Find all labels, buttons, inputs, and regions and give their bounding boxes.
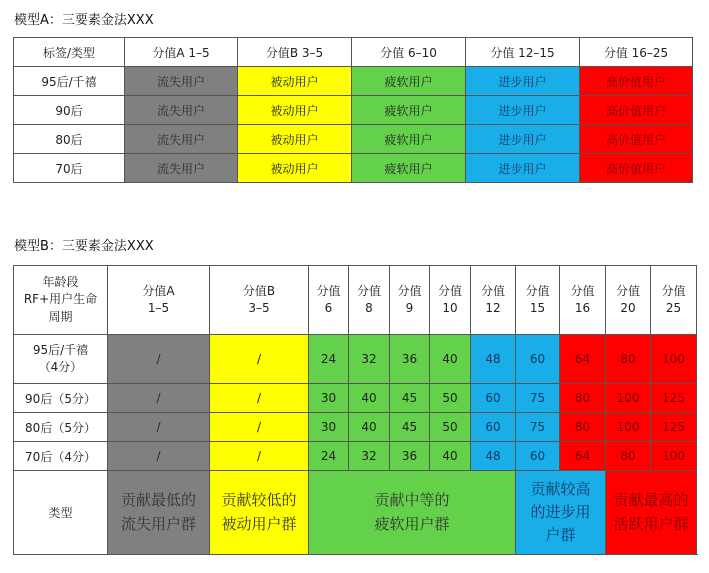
score-cell: 32	[349, 442, 390, 471]
score-cell: /	[210, 335, 309, 384]
score-cell: 80	[606, 335, 651, 384]
score-cell: /	[210, 413, 309, 442]
segment-cell: 流失用户	[125, 96, 238, 125]
score-header: 分值 10	[430, 266, 471, 335]
table-row	[14, 154, 693, 183]
score-cell: /	[210, 384, 309, 413]
segment-cell: 被动用户	[238, 67, 352, 96]
score-cell: /	[108, 335, 210, 384]
table-row	[14, 67, 693, 96]
score-cell: /	[108, 442, 210, 471]
segment-cell: 疲软用户	[352, 67, 466, 96]
model-a-header-cell: 分值A 1–5	[125, 38, 238, 67]
segment-cell: 进步用户	[466, 67, 580, 96]
model-a-title: 模型A：三要素金法XXX	[14, 13, 154, 28]
segment-cell: 被动用户	[238, 125, 352, 154]
table-row	[14, 384, 697, 413]
score-cell: 100	[651, 442, 697, 471]
score-cell: 40	[349, 413, 390, 442]
model-b-title: 模型B：三要素金法XXX	[14, 239, 154, 254]
score-cell: 24	[309, 442, 349, 471]
score-header: 分值 12	[471, 266, 516, 335]
score-cell: 60	[471, 384, 516, 413]
model-a-header-cell: 分值 6–10	[352, 38, 466, 67]
score-header: 分值 20	[606, 266, 651, 335]
score-cell: 50	[430, 384, 471, 413]
score-cell: 60	[516, 442, 560, 471]
score-cell: /	[108, 384, 210, 413]
segment-cell: 流失用户	[125, 67, 238, 96]
corner-header: 年龄段 RF+用户生命 周期	[14, 266, 108, 335]
score-header: 分值A 1–5	[108, 266, 210, 335]
segment-cell: 高价值用户	[580, 154, 693, 183]
segment-cell: 疲软用户	[352, 125, 466, 154]
table-row	[14, 413, 697, 442]
table-row	[14, 125, 693, 154]
score-cell: 45	[390, 384, 430, 413]
segment-cell: 进步用户	[466, 125, 580, 154]
segment-cell: 被动用户	[238, 96, 352, 125]
segment-cell: 高价值用户	[580, 67, 693, 96]
table-row	[14, 96, 693, 125]
type-cell-weak: 贡献中等的 疲软用户群	[309, 471, 516, 555]
score-cell: 32	[349, 335, 390, 384]
score-cell: 64	[560, 335, 606, 384]
segment-cell: 流失用户	[125, 154, 238, 183]
model-a-header-cell: 分值B 3–5	[238, 38, 352, 67]
type-row	[14, 471, 697, 555]
score-header: 分值 9	[390, 266, 430, 335]
score-cell: 100	[651, 335, 697, 384]
score-header: 分值 8	[349, 266, 390, 335]
model-a-header-cell: 分值 12–15	[466, 38, 580, 67]
model-a-header-cell: 分值 16–25	[580, 38, 693, 67]
score-cell: 36	[390, 442, 430, 471]
score-header: 分值 6	[309, 266, 349, 335]
segment-cell: 疲软用户	[352, 96, 466, 125]
score-cell: 24	[309, 335, 349, 384]
type-cell-progressing: 贡献较高 的进步用 户群	[516, 471, 606, 555]
segment-cell: 疲软用户	[352, 154, 466, 183]
table-row	[14, 335, 697, 384]
type-cell-active: 贡献最高的 活跃用户群	[606, 471, 697, 555]
score-cell: 60	[516, 335, 560, 384]
score-cell: 40	[349, 384, 390, 413]
score-cell: 50	[430, 413, 471, 442]
row-label: 70后	[14, 154, 125, 183]
model-b-header-row	[14, 266, 697, 335]
row-label: 90后（5分）	[14, 384, 108, 413]
segment-cell: 被动用户	[238, 154, 352, 183]
score-header: 分值 25	[651, 266, 697, 335]
row-label: 70后（4分）	[14, 442, 108, 471]
score-cell: 75	[516, 413, 560, 442]
score-cell: 80	[560, 413, 606, 442]
score-cell: 80	[560, 384, 606, 413]
type-cell-churned: 贡献最低的 流失用户群	[108, 471, 210, 555]
segment-cell: 流失用户	[125, 125, 238, 154]
score-cell: 45	[390, 413, 430, 442]
row-label: 95后/千禧 （4分）	[14, 335, 108, 384]
score-cell: 64	[560, 442, 606, 471]
score-header: 分值 16	[560, 266, 606, 335]
score-cell: 48	[471, 335, 516, 384]
row-label: 80后	[14, 125, 125, 154]
score-cell: 125	[651, 413, 697, 442]
model-b-table	[13, 265, 697, 555]
score-cell: 48	[471, 442, 516, 471]
segment-cell: 高价值用户	[580, 96, 693, 125]
score-cell: 40	[430, 335, 471, 384]
segment-cell: 进步用户	[466, 154, 580, 183]
score-cell: 75	[516, 384, 560, 413]
table-row	[14, 442, 697, 471]
row-label: 95后/千禧	[14, 67, 125, 96]
score-cell: 100	[606, 384, 651, 413]
score-header: 分值 15	[516, 266, 560, 335]
score-cell: 100	[606, 413, 651, 442]
segment-cell: 高价值用户	[580, 125, 693, 154]
model-a-header-row	[14, 38, 693, 67]
segment-cell: 进步用户	[466, 96, 580, 125]
score-cell: 60	[471, 413, 516, 442]
score-cell: 80	[606, 442, 651, 471]
score-header: 分值B 3–5	[210, 266, 309, 335]
score-cell: /	[210, 442, 309, 471]
model-a-table	[13, 37, 693, 183]
type-label: 类型	[14, 471, 108, 555]
model-a-header-cell: 标签/类型	[14, 38, 125, 67]
score-cell: 30	[309, 384, 349, 413]
row-label: 80后（5分）	[14, 413, 108, 442]
score-cell: 36	[390, 335, 430, 384]
score-cell: /	[108, 413, 210, 442]
score-cell: 125	[651, 384, 697, 413]
row-label: 90后	[14, 96, 125, 125]
score-cell: 30	[309, 413, 349, 442]
score-cell: 40	[430, 442, 471, 471]
type-cell-passive: 贡献较低的 被动用户群	[210, 471, 309, 555]
